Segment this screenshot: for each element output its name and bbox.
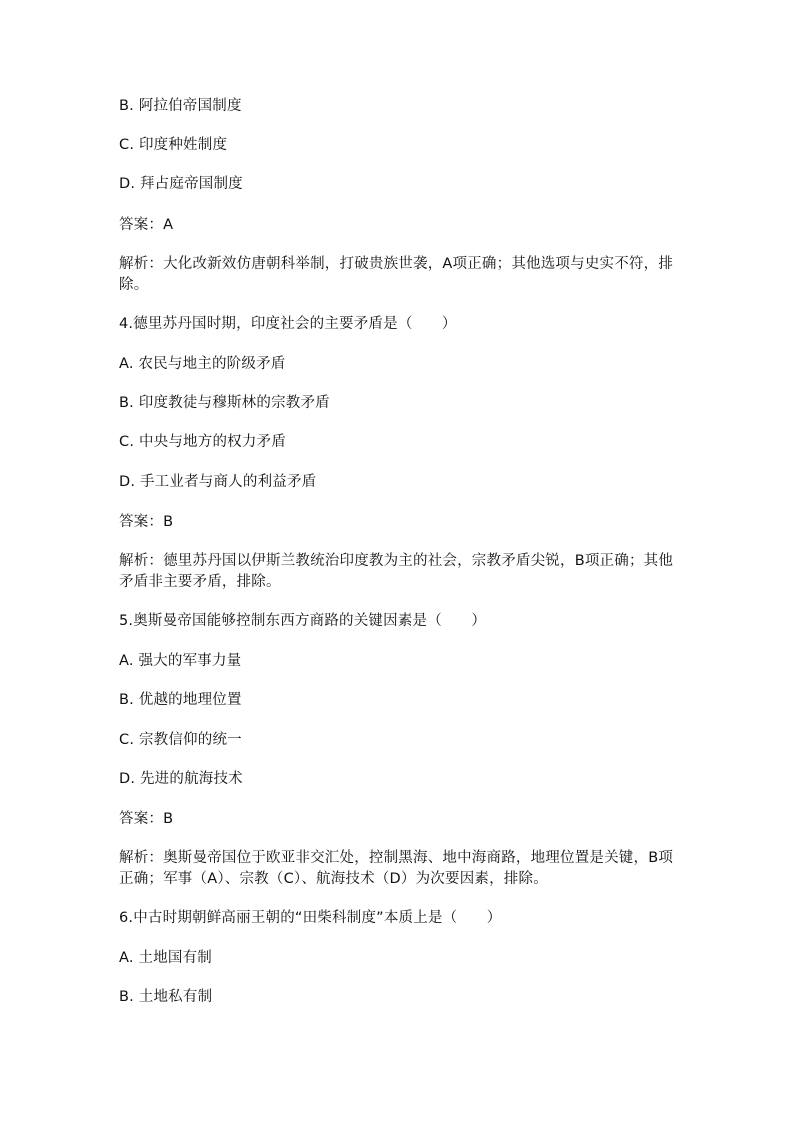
q4-option-d: D. 手工业者与商人的利益矛盾 <box>119 474 317 490</box>
q5-answer: 答案：B <box>119 811 174 827</box>
q4-option-b: B. 印度教徒与穆斯林的宗教矛盾 <box>119 395 330 411</box>
q5-option-b: B. 优越的地理位置 <box>119 692 242 708</box>
q4-answer: 答案：B <box>119 514 174 530</box>
q4-option-c: C. 中央与地方的权力矛盾 <box>119 434 286 450</box>
q5-option-c: C. 宗教信仰的统一 <box>119 732 242 748</box>
q3-option-b: B. 阿拉伯帝国制度 <box>119 98 242 114</box>
q6-option-a: A. 土地国有制 <box>119 950 212 966</box>
q5-question: 5.奥斯曼帝国能够控制东西方商路的关键因素是（ ） <box>119 613 487 629</box>
q5-option-d: D. 先进的航海技术 <box>119 771 243 787</box>
q6-option-b: B. 土地私有制 <box>119 989 213 1005</box>
q3-option-d: D. 拜占庭帝国制度 <box>119 176 243 192</box>
q5-option-a: A. 强大的军事力量 <box>119 653 242 669</box>
q3-option-c: C. 印度种姓制度 <box>119 137 228 153</box>
q3-analysis: 解析：大化改新效仿唐朝科举制，打破贵族世袭，A项正确；其他选项与史实不符，排除。 <box>119 256 674 293</box>
q6-question: 6.中古时期朝鲜高丽王朝的“田柴科制度”本质上是（ ） <box>119 910 502 926</box>
q4-question: 4.德里苏丹国时期，印度社会的主要矛盾是（ ） <box>119 316 457 332</box>
q4-option-a: A. 农民与地主的阶级矛盾 <box>119 356 286 372</box>
q5-analysis: 解析：奥斯曼帝国位于欧亚非交汇处，控制黑海、地中海商路，地理位置是关键，B项正确；军事（A）、宗教（C）、航海技术（D）为次要因素，排除。 <box>119 850 674 887</box>
q4-analysis: 解析：德里苏丹国以伊斯兰教统治印度教为主的社会，宗教矛盾尖锐，B项正确；其他矛盾非主要矛盾，排除。 <box>119 553 674 590</box>
q3-answer: 答案：A <box>119 217 174 233</box>
